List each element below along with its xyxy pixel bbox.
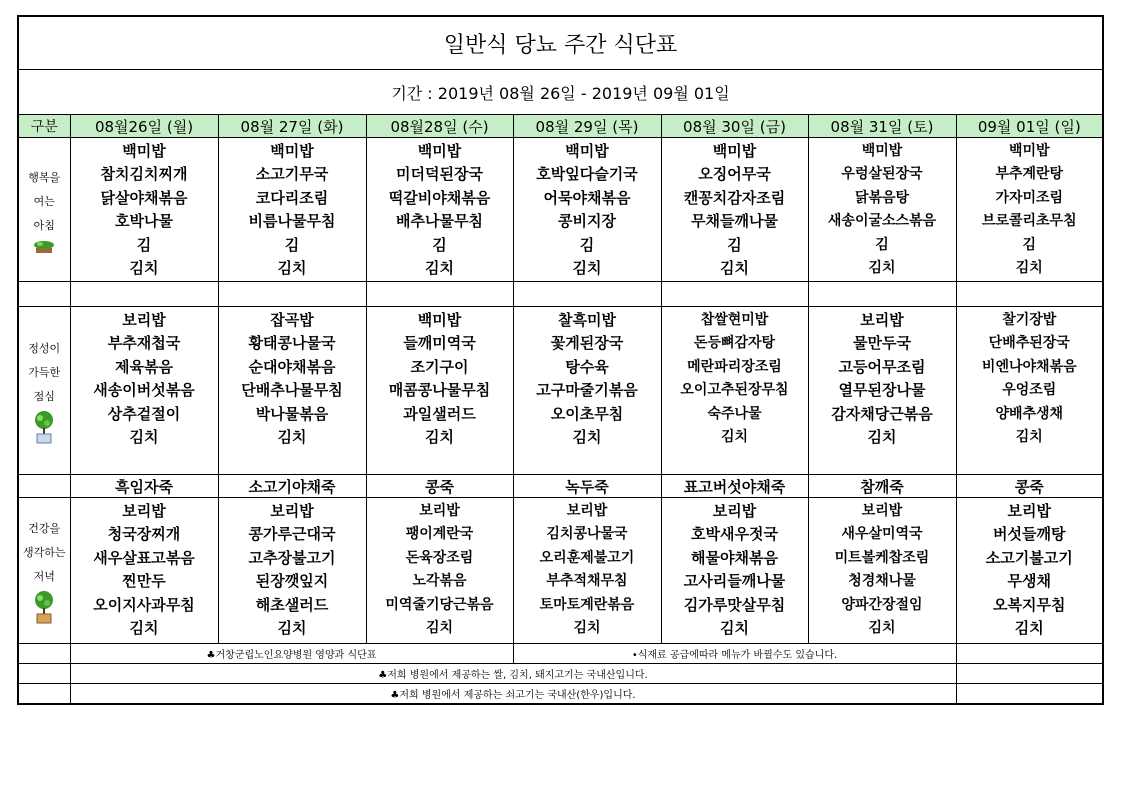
label-line: 점심 <box>33 389 55 403</box>
menu-item: 돈육장조림 <box>405 549 474 566</box>
label-line: 저녁 <box>33 569 55 583</box>
menu-item: 해물야채볶음 <box>691 548 778 567</box>
menu-item: 보리밥 <box>122 311 166 329</box>
menu-cell <box>808 138 956 282</box>
menu-item: 우엉조림 <box>1002 382 1057 399</box>
menu-item: 새송이굴소스볶음 <box>827 213 937 230</box>
menu-cell <box>808 307 956 475</box>
menu-item: 고사리들깨나물 <box>683 572 786 591</box>
menu-item: 오이초무침 <box>550 404 624 423</box>
label-line: 정성이 <box>28 341 61 355</box>
menu-item: 고등어무조림 <box>838 357 926 376</box>
label-line: 생각하는 <box>22 545 66 559</box>
page-title: 일반식 당뇨 주간 식단표 <box>18 16 1103 70</box>
menu-item: 메란파리장조림 <box>687 358 782 375</box>
menu-item: 노각볶음 <box>412 573 467 590</box>
lunch-row <box>18 307 1103 475</box>
day-header: 08월28일 (수) <box>366 115 513 138</box>
menu-item: 된장깻잎지 <box>255 572 329 591</box>
note-row <box>18 664 1103 684</box>
menu-item: 어묵야채볶음 <box>543 188 631 207</box>
label-line: 여는 <box>33 194 55 208</box>
menu-item: 찰기장밥 <box>1002 312 1057 328</box>
menu-item: 황태콩나물국 <box>248 334 336 353</box>
day-header: 08월 29일 (목) <box>513 115 661 138</box>
menu-item: 새우살표고볶음 <box>93 548 195 567</box>
menu-item: 단배추된장국 <box>988 335 1070 352</box>
menu-item: 오이지사과무침 <box>93 595 195 614</box>
menu-item: 비엔나야채볶음 <box>981 358 1077 375</box>
label-line: 행복을 <box>28 170 61 184</box>
menu-item: 양파간장절임 <box>841 596 923 613</box>
menu-item: 떡갈비야채볶음 <box>388 188 491 207</box>
hospital-note: ♣거창군립노인요양병원 영양과 식단표 <box>70 644 513 664</box>
menu-cell <box>70 307 218 475</box>
menu-item: 탕수육 <box>565 357 609 376</box>
menu-item: 청경채나물 <box>848 573 916 590</box>
menu-item: 김치 <box>720 258 749 277</box>
menu-item: 양배추생채 <box>995 405 1064 422</box>
menu-item: 김치 <box>1015 259 1043 276</box>
menu-item: 보리밥 <box>566 503 608 519</box>
menu-item: 호박나물 <box>115 212 173 231</box>
menu-item: 부추적채무침 <box>546 573 628 590</box>
menu-item: 김치 <box>129 258 159 277</box>
menu-item: 청국장찌개 <box>107 525 181 544</box>
day-header: 08월 31일 (토) <box>808 115 956 138</box>
note-row <box>18 684 1103 705</box>
menu-item: 단배추나물무침 <box>241 381 343 400</box>
origin-note: ♣저희 병원에서 제공하는 쇠고기는 국내산(한우)입니다. <box>70 684 956 705</box>
menu-item: 소고기불고기 <box>985 548 1073 567</box>
menu-item: 호박새우젓국 <box>691 525 778 544</box>
menu-item: 팽이계란국 <box>405 526 474 543</box>
menu-item: 새송이버섯볶음 <box>93 381 195 400</box>
menu-item: 김치 <box>129 618 159 637</box>
label-line: 건강을 <box>28 521 61 535</box>
menu-item: 김치 <box>425 427 454 446</box>
porridge-cell: 녹두죽 <box>513 475 661 498</box>
menu-item: 김치 <box>868 259 896 276</box>
menu-cell <box>661 138 808 282</box>
menu-item: 보리밥 <box>712 502 757 520</box>
dinner-label <box>18 498 70 644</box>
weekly-menu-table <box>17 15 1104 705</box>
menu-item: 코다리조림 <box>255 188 329 207</box>
menu-item: 과일샐러드 <box>403 404 476 423</box>
menu-item: 보리밥 <box>1007 502 1051 520</box>
menu-item: 찐만두 <box>122 572 166 591</box>
supply-notice: •식재료 공급에따라 메뉴가 바뀔수도 있습니다. <box>513 644 956 664</box>
menu-item: 소고기무국 <box>255 165 329 184</box>
menu-item: 해초샐러드 <box>255 595 329 614</box>
menu-cell <box>661 307 808 475</box>
menu-item: 물만두국 <box>853 334 911 353</box>
menu-cell <box>513 138 661 282</box>
category-header: 구분 <box>18 115 70 138</box>
menu-item: 김 <box>875 236 889 253</box>
menu-cell <box>70 498 218 644</box>
menu-item: 돈등뼈감자탕 <box>693 335 776 352</box>
potted-plant-icon <box>33 411 55 445</box>
menu-item: 조기구이 <box>410 357 469 376</box>
menu-item: 들깨미역국 <box>403 334 476 353</box>
menu-item: 토마토계란볶음 <box>539 596 635 613</box>
menu-item: 백미밥 <box>417 142 462 160</box>
menu-item: 미더덕된장국 <box>396 165 483 184</box>
menu-item: 열무된장나물 <box>838 381 926 400</box>
menu-item: 새우살미역국 <box>841 526 923 543</box>
day-header: 08월26일 (월) <box>70 115 218 138</box>
menu-item: 김치 <box>868 619 896 636</box>
menu-item: 찹쌀현미밥 <box>700 312 769 328</box>
porridge-cell: 표고버섯야채죽 <box>661 475 808 498</box>
menu-item: 김치 <box>1015 428 1043 445</box>
menu-cell <box>956 498 1103 644</box>
menu-cell <box>366 307 513 475</box>
label-line: 가득한 <box>28 365 61 379</box>
menu-cell <box>661 498 808 644</box>
menu-item: 김치 <box>572 427 602 446</box>
menu-item: 고추장불고기 <box>248 548 336 567</box>
menu-cell <box>513 307 661 475</box>
menu-item: 김치 <box>573 619 601 636</box>
menu-cell <box>218 138 366 282</box>
origin-note: ♣저희 병원에서 제공하는 쌀, 김치, 돼지고기는 국내산입니다. <box>70 664 956 684</box>
menu-item: 김치 <box>720 428 749 445</box>
menu-item: 백미밥 <box>122 142 166 160</box>
menu-item: 김 <box>579 235 595 254</box>
period-text: 기간 : 2019년 08월 26일 - 2019년 09월 01일 <box>18 70 1103 115</box>
menu-item: 무채들깨나물 <box>691 212 778 231</box>
menu-item: 캔꽁치감자조림 <box>683 188 786 207</box>
menu-item: 숙주나물 <box>707 405 762 422</box>
menu-item: 매콤콩나물무침 <box>388 381 491 400</box>
menu-item: 상추겉절이 <box>107 404 181 423</box>
menu-cell <box>808 498 956 644</box>
menu-item: 김치 <box>277 618 307 637</box>
day-header: 09월 01일 (일) <box>956 115 1103 138</box>
menu-item: 제육볶음 <box>115 357 173 376</box>
porridge-cell: 소고기야채죽 <box>218 475 366 498</box>
menu-item: 김치 <box>277 258 307 277</box>
breakfast-row <box>18 138 1103 282</box>
menu-item: 보리밥 <box>861 503 903 519</box>
menu-item: 무생채 <box>1007 572 1051 591</box>
menu-item: 참치김치찌개 <box>100 165 188 184</box>
menu-item: 감자채당근볶음 <box>831 404 933 423</box>
menu-item: 콩가루근대국 <box>248 525 336 544</box>
menu-cell <box>218 307 366 475</box>
menu-item: 김치 <box>572 258 602 277</box>
header-row <box>18 115 1103 138</box>
porridge-row <box>18 475 1103 498</box>
menu-item: 백미밥 <box>861 143 903 159</box>
menu-item: 보리밥 <box>270 502 314 520</box>
menu-item: 미역줄기당근볶음 <box>385 596 494 613</box>
menu-item: 버섯들깨탕 <box>993 525 1066 544</box>
menu-item: 우렁살된장국 <box>841 166 923 183</box>
menu-cell <box>366 498 513 644</box>
menu-item: 김치 <box>720 618 749 637</box>
menu-item: 순대야채볶음 <box>248 357 336 376</box>
menu-item: 김치 <box>1014 618 1044 637</box>
day-header: 08월 27일 (화) <box>218 115 366 138</box>
menu-item: 보리밥 <box>860 311 904 329</box>
porridge-cell: 콩죽 <box>956 475 1103 498</box>
porridge-cell: 흑임자죽 <box>70 475 218 498</box>
menu-item: 백미밥 <box>565 142 609 160</box>
menu-item: 브로콜리초무침 <box>981 213 1077 230</box>
menu-item: 호박잎다슬기국 <box>536 165 638 184</box>
porridge-cell: 콩죽 <box>366 475 513 498</box>
menu-item: 김치 <box>277 427 307 446</box>
menu-item: 가자미조림 <box>995 189 1064 206</box>
menu-item: 닭볶음탕 <box>854 189 910 206</box>
menu-item: 백미밥 <box>270 142 314 160</box>
label-line: 아침 <box>33 218 55 232</box>
menu-item: 오복지무침 <box>993 595 1066 614</box>
menu-item: 김 <box>1022 236 1037 253</box>
menu-item: 김치 <box>129 427 159 446</box>
menu-item: 배추나물무침 <box>396 212 483 231</box>
note-row <box>18 644 1103 664</box>
menu-cell <box>70 138 218 282</box>
menu-cell <box>956 138 1103 282</box>
menu-item: 김치 <box>425 258 454 277</box>
menu-item: 김 <box>432 235 447 254</box>
menu-item: 찰흑미밥 <box>558 311 616 329</box>
menu-item: 김가루맛살무침 <box>683 595 786 614</box>
menu-item: 잡곡밥 <box>270 311 314 329</box>
menu-item: 백미밥 <box>417 311 462 329</box>
lunch-label <box>18 307 70 475</box>
menu-item: 김 <box>727 235 742 254</box>
menu-item: 콩비지장 <box>558 212 616 231</box>
plant-icon <box>33 240 55 254</box>
menu-item: 백미밥 <box>1008 143 1050 159</box>
menu-item: 박나물볶음 <box>255 404 329 423</box>
menu-item: 김 <box>284 235 300 254</box>
spacer-row <box>18 282 1103 307</box>
menu-item: 미트볼케찹조림 <box>834 549 930 566</box>
menu-item: 부추재첩국 <box>107 334 181 353</box>
menu-cell <box>366 138 513 282</box>
menu-item: 보리밥 <box>122 502 166 520</box>
menu-item: 보리밥 <box>419 503 460 519</box>
menu-cell <box>513 498 661 644</box>
menu-item: 오리훈제불고기 <box>539 549 635 566</box>
day-header: 08월 30일 (금) <box>661 115 808 138</box>
dinner-row <box>18 498 1103 644</box>
menu-item: 김치 <box>867 427 897 446</box>
menu-cell <box>218 498 366 644</box>
potted-plant-icon <box>33 591 55 625</box>
menu-item: 부추계란탕 <box>995 166 1064 183</box>
menu-item: 김치콩나물국 <box>546 526 628 543</box>
porridge-cell: 참깨죽 <box>808 475 956 498</box>
menu-item: 닭살야채볶음 <box>100 188 188 207</box>
menu-cell <box>956 307 1103 475</box>
menu-item: 김치 <box>425 619 454 636</box>
menu-item: 오징어무국 <box>698 165 771 184</box>
menu-item: 고구마줄기볶음 <box>536 381 638 400</box>
breakfast-label <box>18 138 70 282</box>
menu-item: 김 <box>136 235 152 254</box>
menu-item: 비름나물무침 <box>248 212 336 231</box>
menu-item: 오이고추된장무침 <box>680 382 789 399</box>
menu-item: 백미밥 <box>712 142 757 160</box>
menu-item: 꽃게된장국 <box>550 334 624 353</box>
